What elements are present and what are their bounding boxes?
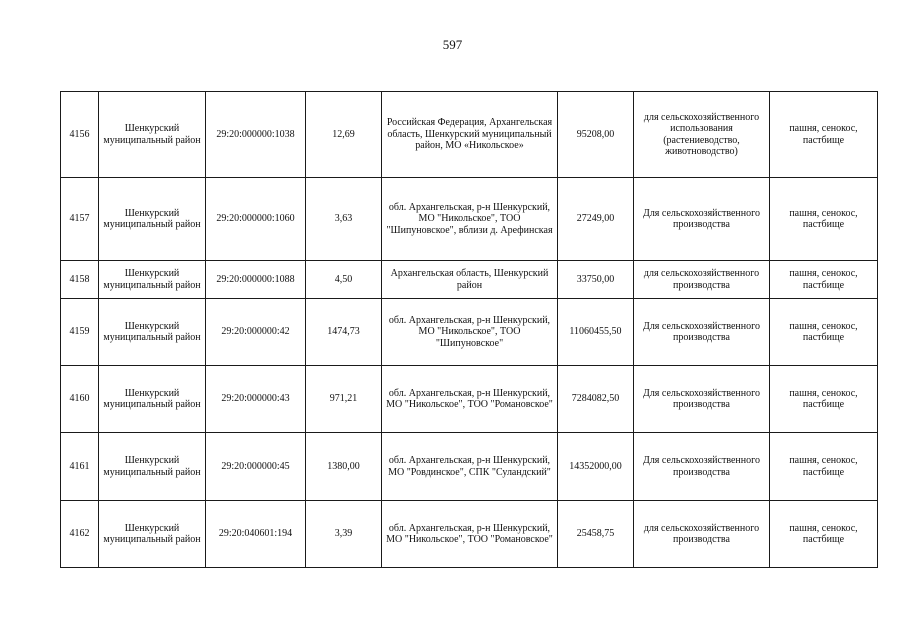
cadastral-value-cell: 33750,00 <box>558 261 634 299</box>
land-type-cell: пашня, сенокос, пастбище <box>770 299 878 366</box>
area-cell: 971,21 <box>306 366 382 433</box>
table-row <box>61 178 878 261</box>
district-cell: Шенкурский муниципальный район <box>99 261 206 299</box>
table-row <box>61 92 878 178</box>
permitted-use-cell: для сельскохозяйственного использования (растениеводство, животноводство) <box>634 92 770 178</box>
cadastral-value-cell: 95208,00 <box>558 92 634 178</box>
cadastral-number-cell: 29:20:000000:1088 <box>206 261 306 299</box>
cadastral-value-cell: 25458,75 <box>558 501 634 568</box>
area-cell: 1474,73 <box>306 299 382 366</box>
cadastral-number-cell: 29:20:000000:1038 <box>206 92 306 178</box>
table-row <box>61 366 878 433</box>
address-cell: обл. Архангельская, р-н Шенкурский, МО "Никольское", ТОО "Шипуновское" <box>382 299 558 366</box>
permitted-use-cell: для сельскохозяйственного производства <box>634 261 770 299</box>
permitted-use-cell: Для сельскохозяйственного производства <box>634 299 770 366</box>
cadastral-number-cell: 29:20:000000:42 <box>206 299 306 366</box>
row-number: 4161 <box>61 433 99 501</box>
land-registry-table <box>60 91 878 568</box>
row-number: 4157 <box>61 178 99 261</box>
address-cell: Архангельская область, Шенкурский район <box>382 261 558 299</box>
table-row <box>61 501 878 568</box>
row-number: 4160 <box>61 366 99 433</box>
table-row <box>61 261 878 299</box>
permitted-use-cell: для сельскохозяйственного производства <box>634 501 770 568</box>
area-cell: 12,69 <box>306 92 382 178</box>
table-row <box>61 433 878 501</box>
address-cell: обл. Архангельская, р-н Шенкурский, МО "Ровдинское", СПК "Суландский" <box>382 433 558 501</box>
address-cell: Российская Федерация, Архангельская область, Шенкурский муниципальный район, МО «Никольское» <box>382 92 558 178</box>
district-cell: Шенкурский муниципальный район <box>99 366 206 433</box>
area-cell: 4,50 <box>306 261 382 299</box>
address-cell: обл. Архангельская, р-н Шенкурский, МО "Никольское", ТОО "Романовское" <box>382 366 558 433</box>
district-cell: Шенкурский муниципальный район <box>99 299 206 366</box>
cadastral-value-cell: 14352000,00 <box>558 433 634 501</box>
land-type-cell: пашня, сенокос, пастбище <box>770 433 878 501</box>
cadastral-number-cell: 29:20:040601:194 <box>206 501 306 568</box>
address-cell: обл. Архангельская, р-н Шенкурский, МО "Никольское", ТОО "Романовское" <box>382 501 558 568</box>
table-row <box>61 299 878 366</box>
district-cell: Шенкурский муниципальный район <box>99 501 206 568</box>
district-cell: Шенкурский муниципальный район <box>99 178 206 261</box>
district-cell: Шенкурский муниципальный район <box>99 92 206 178</box>
cadastral-number-cell: 29:20:000000:45 <box>206 433 306 501</box>
permitted-use-cell: Для сельскохозяйственного производства <box>634 433 770 501</box>
cadastral-value-cell: 7284082,50 <box>558 366 634 433</box>
cadastral-number-cell: 29:20:000000:43 <box>206 366 306 433</box>
row-number: 4158 <box>61 261 99 299</box>
row-number: 4159 <box>61 299 99 366</box>
cadastral-value-cell: 11060455,50 <box>558 299 634 366</box>
page-number: 597 <box>442 37 463 52</box>
cadastral-value-cell: 27249,00 <box>558 178 634 261</box>
row-number: 4162 <box>61 501 99 568</box>
land-type-cell: пашня, сенокос, пастбище <box>770 92 878 178</box>
area-cell: 1380,00 <box>306 433 382 501</box>
area-cell: 3,63 <box>306 178 382 261</box>
land-type-cell: пашня, сенокос, пастбище <box>770 366 878 433</box>
row-number: 4156 <box>61 92 99 178</box>
district-cell: Шенкурский муниципальный район <box>99 433 206 501</box>
permitted-use-cell: Для сельскохозяйственного производства <box>634 366 770 433</box>
area-cell: 3,39 <box>306 501 382 568</box>
permitted-use-cell: Для сельскохозяйственного производства <box>634 178 770 261</box>
land-type-cell: пашня, сенокос, пастбище <box>770 178 878 261</box>
cadastral-number-cell: 29:20:000000:1060 <box>206 178 306 261</box>
land-type-cell: пашня, сенокос, пастбище <box>770 261 878 299</box>
land-type-cell: пашня, сенокос, пастбище <box>770 501 878 568</box>
address-cell: обл. Архангельская, р-н Шенкурский, МО "Никольское", ТОО "Шипуновское", вблизи д. Арефинская <box>382 178 558 261</box>
